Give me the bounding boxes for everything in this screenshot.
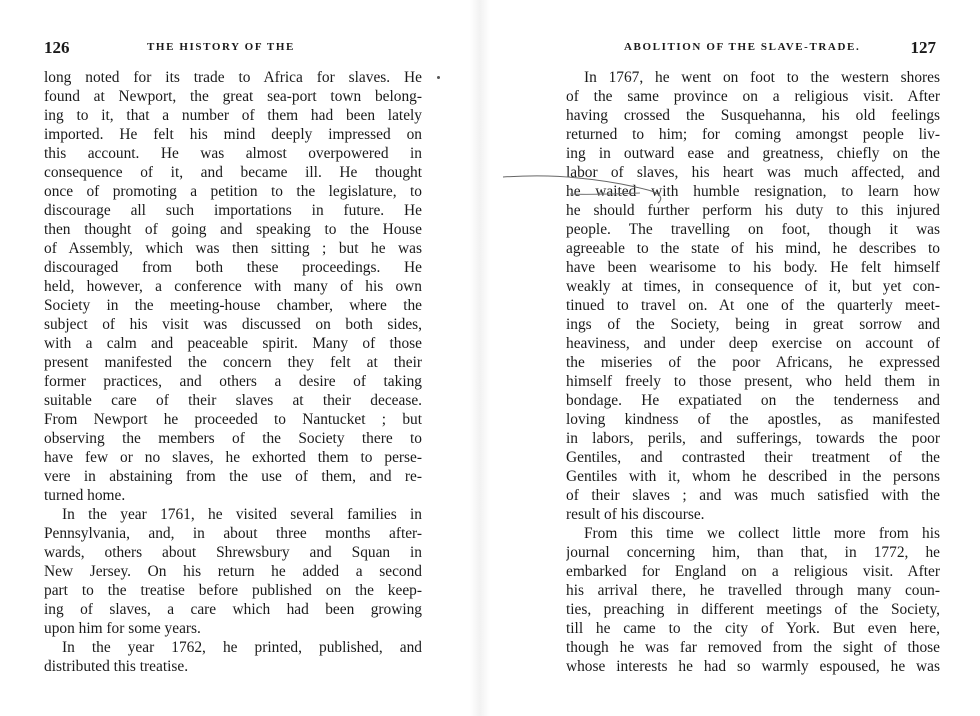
text-line: From Newport he proceeded to Nantucket ; but [44,411,422,428]
text-line: having crossed the Susquehanna, his old feelings [566,107,940,124]
text-line: loving kindness of the apostles, as manifested [566,411,940,428]
text-line: In the year 1762, he printed, published, and [62,639,422,656]
text-line: he should further perform his duty to this injured [566,202,940,219]
text-line: with a calm and peaceable spirit. Many of those [44,335,422,352]
text-line: whose interests he had so warmly espoused, he was [566,658,940,675]
text-line: wards, others about Shrewsbury and Squan in [44,544,422,561]
text-line: In 1767, he went on foot to the western shores [584,69,940,86]
text-line: people. The travelling on foot, though it was [566,221,940,238]
text-line: subject of his visit was discussed on both sides, [44,316,422,333]
text-line: Pennsylvania, and, in about three months after- [44,525,422,542]
text-line: result of his discourse. [566,506,705,523]
left-page-header [44,38,420,58]
page-gutter [470,0,490,716]
text-line: journal concerning him, than that, in 1772, he [566,544,940,561]
text-line: this account. He was almost overpowered in [44,145,422,162]
text-line: the miseries of the poor Africans, he expressed [566,354,940,371]
text-line: held, however, a conference with many of his own [44,278,422,295]
text-line: then thought of going and speaking to the House [44,221,422,238]
text-line: long noted for its trade to Africa for slaves. He [44,69,422,86]
text-line: have been wearisome to his body. He felt himself [566,259,940,276]
text-line: Gentiles, and contrasted their treatment of the [566,449,940,466]
text-line: vere in abstaining from the use of them, and re- [44,468,422,485]
text-line: turned home. [44,487,126,504]
text-line: consequence of it, and became ill. He thought [44,164,422,181]
text-line: bondage. He expatiated on the tenderness and [566,392,940,409]
left-page-text [44,68,422,676]
text-line: of Assembly, which was then sitting ; but he was [44,240,422,257]
text-line: ties, preaching in different meetings of the Society, [566,601,940,618]
text-line: have few or no slaves, he exhorted them to perse- [44,449,422,466]
text-line: present manifested the concern they felt at their [44,354,422,371]
right-page-text [566,68,940,676]
text-line: suitable care of their slaves at their decease. [44,392,422,409]
text-line: distributed this treatise. [44,658,189,675]
text-line: heaviness, and under deep exercise on account of [566,335,940,352]
text-line: in labors, perils, and sufferings, towards the poor [566,430,940,447]
margin-mark [437,76,440,79]
text-line: returned to him; for coming amongst people liv- [566,126,940,143]
text-line: Society in the meeting-house chamber, where the [44,297,422,314]
text-line: ings of the Society, being in great sorrow and [566,316,940,333]
left-page [0,0,470,716]
text-line: former practices, and others a desire of taking [44,373,422,390]
text-line: From this time we collect little more from his [584,525,940,542]
text-line: he waited with humble resignation, to learn how [566,183,940,200]
right-page [490,0,980,716]
text-line: himself freely to those present, who held them in [566,373,940,390]
text-line: upon him for some years. [44,620,201,637]
text-line: labor of slaves, his heart was much affected, and [566,164,940,181]
text-line: discouraged from both these proceedings. He [44,259,422,276]
right-page-number: 127 [910,38,936,57]
text-line: ing in outward ease and greatness, chiefly on the [566,145,940,162]
right-running-head: ABOLITION OF THE SLAVE-TRADE. [624,41,861,53]
text-line: discourage all such importations in future. He [44,202,422,219]
right-page-header [562,38,936,58]
text-line: part to the treatise before published on the keep- [44,582,422,599]
text-line: embarked for England on a religious visit. After [566,563,940,580]
left-page-number: 126 [44,38,70,57]
text-line: once of promoting a petition to the legislature, to [44,183,422,200]
text-line: till he came to the city of York. But even here, [566,620,940,637]
text-line: New Jersey. On his return he added a second [44,563,422,580]
text-line: of the same province on a religious visit. After [566,88,940,105]
text-line: his arrival there, he travelled through many coun- [566,582,940,599]
text-line: ing to it, that a number of them had been lately [44,107,422,124]
text-line: tinued to travel on. At one of the quarterly meet- [566,297,940,314]
text-line: agreeable to the state of his mind, he describes to [566,240,940,257]
text-line: of their slaves ; and was much satisfied with the [566,487,940,504]
left-running-head: THE HISTORY OF THE [147,41,295,53]
text-line: found at Newport, the great sea-port town belong- [44,88,422,105]
text-line: imported. He felt his mind deeply impressed on [44,126,422,143]
text-line: In the year 1761, he visited several families in [62,506,422,523]
text-line: though he was far removed from the sight of those [566,639,940,656]
text-line: Gentiles with it, whom he described in the persons [566,468,940,485]
text-line: observing the members of the Society there to [44,430,422,447]
text-line: ing of slaves, a care which had been growing [44,601,422,618]
text-line: weakly at times, in consequence of it, but yet con- [566,278,940,295]
